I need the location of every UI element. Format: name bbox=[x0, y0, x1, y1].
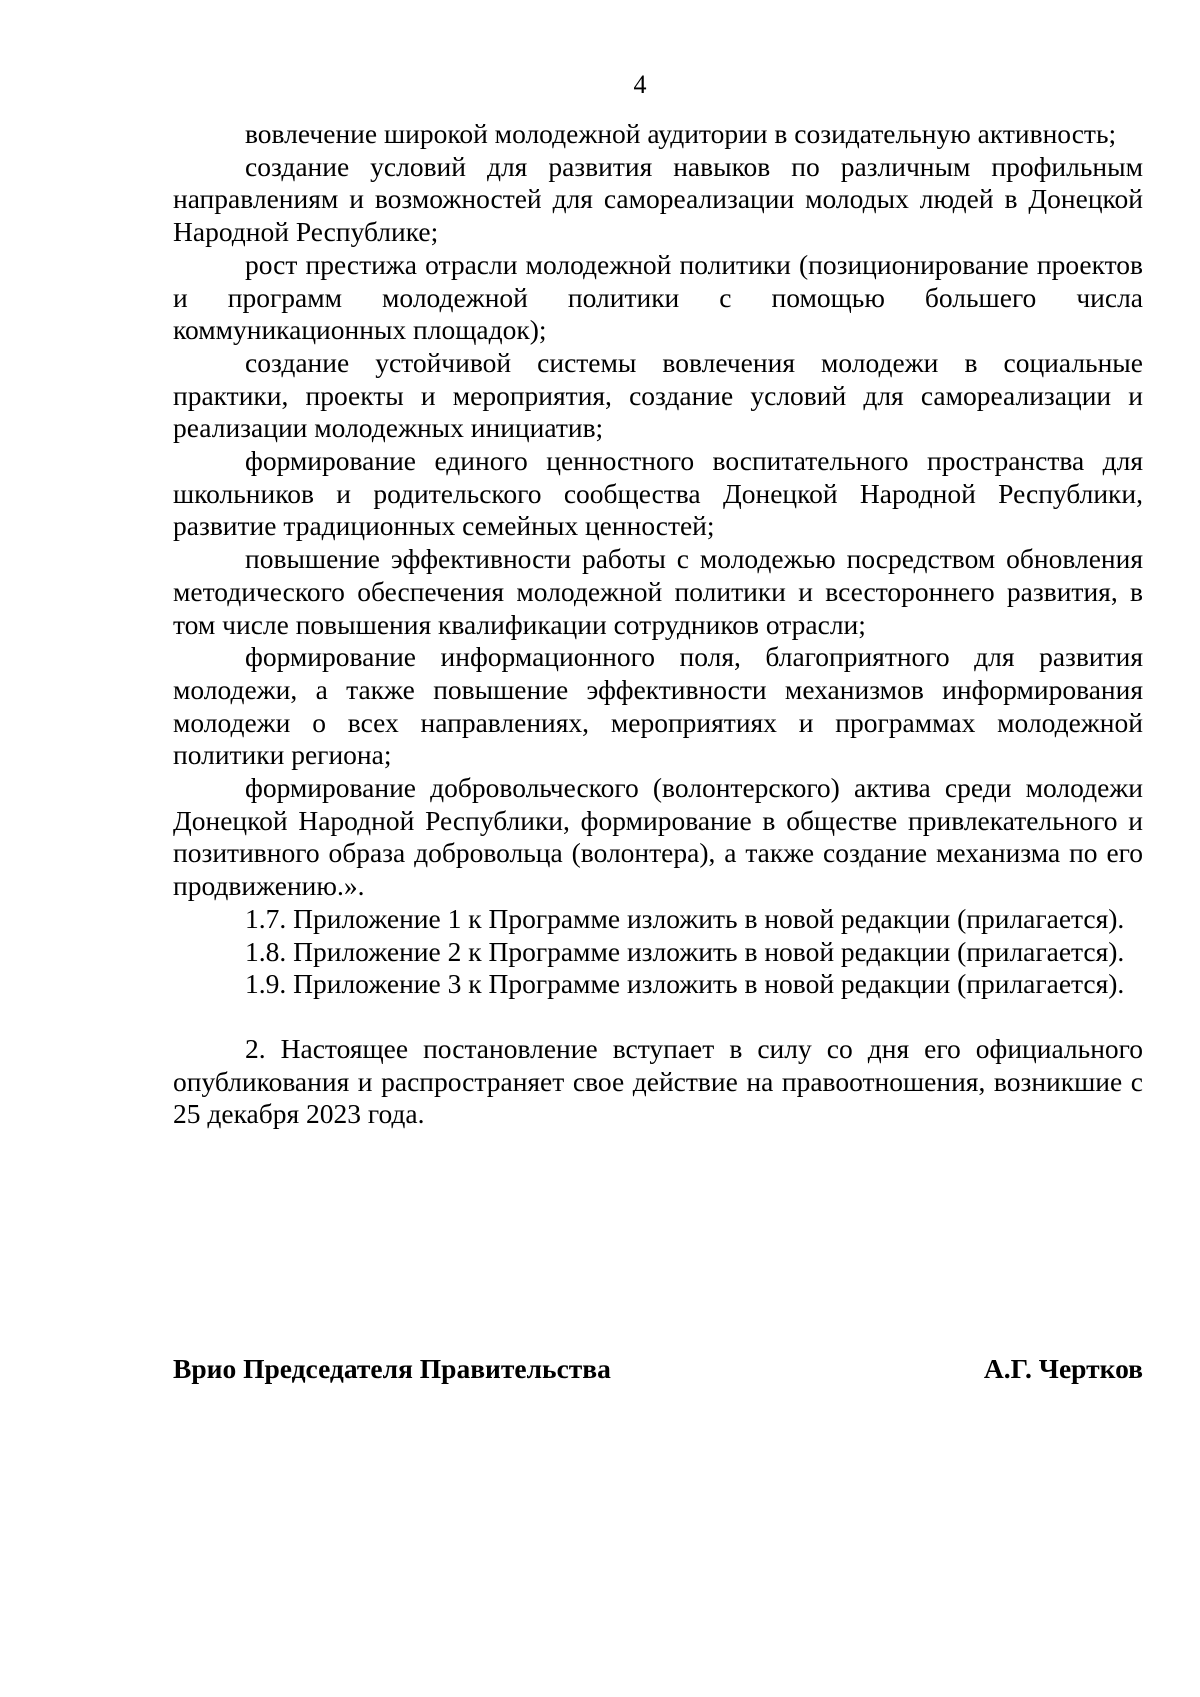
paragraph-educational-space: формирование единого ценностного воспитательного пространства для школьников и родительского сообщества Донецкой Народной Республики, развитие традиционных семейных ценностей; bbox=[173, 445, 1143, 542]
paragraph-information-field: формирование информационного поля, благоприятного для развития молодежи, а также повышение эффективности механизмов информирования молодежи о всех направлениях, мероприятиях и программах молодежной политики региона; bbox=[173, 641, 1143, 771]
paragraph-skills-development: создание условий для развития навыков по различным профильным направлениям и возможностей для самореализации молодых людей в Донецкой Народной Республике; bbox=[173, 150, 1143, 248]
paragraph-prestige-growth: рост престижа отрасли молодежной политики (позиционирование проектов и программ молодежной политики с помощью большего числа коммуникационных площадок); bbox=[173, 248, 1143, 346]
paragraph-youth-engagement: вовлечение широкой молодежной аудитории в созидательную активность; bbox=[245, 118, 1117, 149]
paragraph-appendix-2: 1.8. Приложение 2 к Программе изложить в новой редакции (прилагается). bbox=[245, 935, 1125, 967]
signatory-name: А.Г. Чертков bbox=[983, 1353, 1143, 1384]
signatory-position: Врио Председателя Правительства bbox=[173, 1353, 611, 1384]
paragraph-appendix-1: 1.7. Приложение 1 к Программе изложить в новой редакции (прилагается). bbox=[245, 902, 1125, 934]
document-body bbox=[173, 118, 1143, 1131]
paragraph-engagement-system: создание устойчивой системы вовлечения молодежи в социальные практики, проекты и мероприятия, создание условий для самореализации и реализации молодежных инициатив; bbox=[173, 346, 1143, 444]
paragraph-efficiency-increase: повышение эффективности работы с молодежью посредством обновления методического обеспечения молодежной политики и всестороннего развития, в том числе повышения квалификации сотрудников отрасли; bbox=[173, 543, 1143, 640]
paragraph-appendix-3: 1.9. Приложение 3 к Программе изложить в новой редакции (прилагается). bbox=[245, 968, 1125, 1000]
page-number: 4 bbox=[633, 70, 647, 99]
signature-block bbox=[173, 1353, 1143, 1385]
paragraph-entry-into-force: 2. Настоящее постановление вступает в силу со дня его официального опубликования и распространяет свое действие на правоотношения, возникшие с 25 декабря 2023 года. bbox=[173, 1032, 1143, 1130]
paragraph-volunteer-asset: формирование добровольческого (волонтерского) актива среди молодежи Донецкой Народной Республики, формирование в обществе привлекательного и позитивного образа добровольца (волонтера), а также создание механизма по его продвижению.». bbox=[173, 772, 1143, 902]
